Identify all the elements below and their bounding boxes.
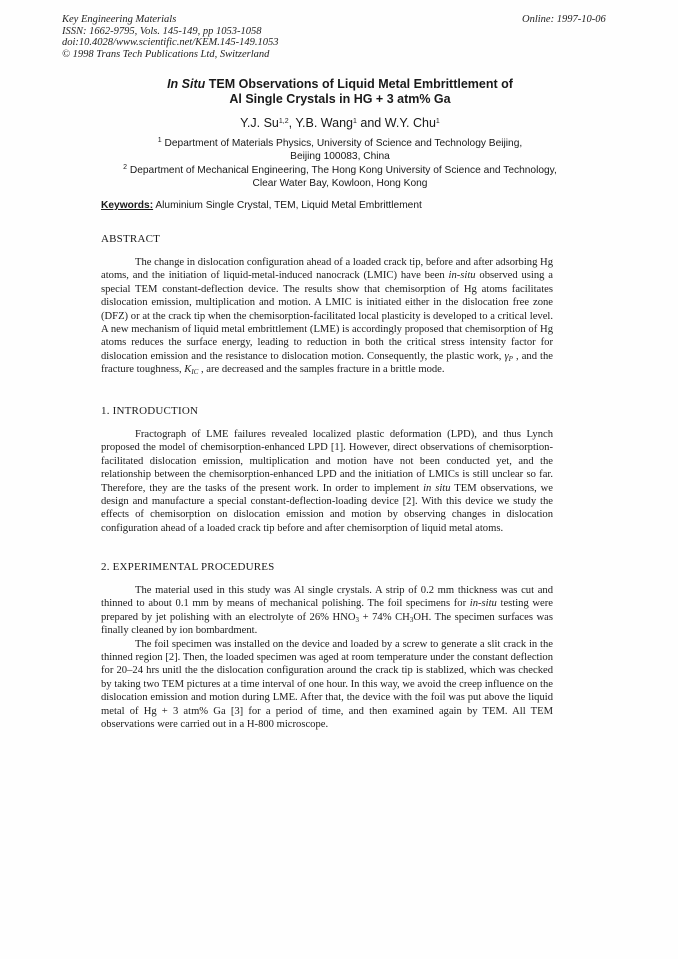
affiliation-2: [80, 165, 600, 190]
abstract-italic: in-situ: [448, 270, 476, 282]
exp-text-1: The material used in this study was Al single crystals. A strip of 0.2 mm thickness was cut and thinned to about 0.1 mm by means of mechanical polishing. The foil specimens for: [101, 585, 553, 610]
abstract-text-3: , and the fracture toughness,: [101, 350, 553, 376]
intro-italic: in situ: [423, 482, 451, 494]
journal-header: [62, 14, 279, 60]
gamma-symbol: γ: [504, 350, 509, 362]
journal-name: Key Engineering Materials: [62, 14, 177, 25]
exp-italic: in-situ: [469, 598, 497, 610]
affiliation-2-line1: Department of Mechanical Engineering, The Hong Kong University of Science and Technology,: [127, 165, 557, 176]
author-sep-2: and: [356, 116, 385, 130]
abstract-heading: ABSTRACT: [101, 233, 161, 245]
gamma-subscript: P: [508, 354, 513, 363]
intro-body: [101, 428, 553, 535]
intro-text-1: Fractograph of LME failures revealed localized plastic deformation (LPD), and thus Lynch proposed the model of chemisorption-enhanced LPD [1]. However, direct observations of chemisorption-facilitated dislocation emission, multiplication and motion have not been conducted yet, and the relationship between the chemisorption-enhanced LPD and the initiation of LMICs is still unclear so far. Therefore, they are the tasks of the present work. In order to implement: [101, 429, 553, 494]
affiliation-1-line2: Beijing 100083, China: [290, 150, 390, 162]
abstract-text-4: , are decreased and the samples fracture in a brittle mode.: [198, 364, 445, 376]
author-list: [90, 116, 590, 130]
exp-sub-2: 3: [409, 615, 414, 624]
title-line1: TEM Observations of Liquid Metal Embrittlement of: [205, 77, 513, 91]
online-date: Online: 1997-10-06: [522, 14, 606, 25]
keywords: [101, 200, 422, 211]
exp-text-4: OH. The specimen surfaces was finally cleaned by ion bombardment.: [101, 611, 553, 637]
exp-sub-1: 3: [355, 615, 359, 624]
affiliation-1-num: 1: [157, 137, 162, 144]
copyright-line: © 1998 Trans Tech Publications Ltd, Switzerland: [62, 48, 270, 60]
author-1-affil: 1,2: [278, 118, 289, 125]
affiliation-2-line2: Clear Water Bay, Kowloon, Hong Kong: [252, 177, 428, 189]
author-1: Y.J. Su: [240, 116, 279, 130]
keywords-text: Aluminium Single Crystal, TEM, Liquid Metal Embrittlement: [153, 200, 422, 211]
abstract-body: [101, 256, 553, 377]
author-3: W.Y. Chu: [384, 116, 436, 130]
paper-title: [90, 77, 590, 107]
exp-text-3: + 74% CH: [359, 611, 410, 623]
k-symbol: K: [184, 364, 192, 376]
intro-heading: 1. INTRODUCTION: [101, 405, 199, 417]
abstract-text-1: The change in dislocation configuration ahead of a loaded crack tip, before and after adsorbing Hg atoms, and the initiation of liquid-metal-induced nanocrack (LMIC) have been: [101, 257, 553, 282]
experimental-heading: 2. EXPERIMENTAL PROCEDURES: [101, 561, 275, 573]
author-2-affil: 1: [353, 118, 357, 125]
author-sep-1: ,: [288, 116, 296, 130]
title-line2: Al Single Crystals in HG + 3 atm% Ga: [229, 92, 451, 106]
author-2: Y.B. Wang: [295, 116, 354, 130]
k-subscript: IC: [191, 368, 199, 377]
keywords-label: Keywords:: [101, 200, 154, 211]
intro-text-2: TEM observations, we design and manufacture a special constant-deflection-loading device [2]. With this device we study the effects of chemisorption on dislocation emission and motion by observing changes in dislocation configuration ahead of a loaded crack tip before and after chemisorption of liquid metal atoms.: [101, 482, 554, 534]
affiliation-2-num: 2: [123, 164, 128, 171]
doi-link[interactable]: doi:10.4028/www.scientific.net/KEM.145-149.1053: [62, 37, 279, 48]
affiliation-1: [80, 138, 600, 163]
exp-text-2: testing were prepared by jet polishing with an electrolyte of 26% HNO: [101, 598, 553, 623]
author-3-affil: 1: [435, 118, 440, 125]
title-italic: In Situ: [167, 77, 206, 91]
experimental-body: [101, 584, 553, 731]
affiliation-1-line1: Department of Materials Physics, University of Science and Technology Beijing,: [161, 138, 523, 149]
issn-line: ISSN: 1662-9795, Vols. 145-149, pp 1053-1058: [62, 25, 262, 37]
abstract-text-2: observed using a special TEM constant-deflection device. The results show that chemisorption of Hg atoms facilitates dislocation emission, multiplication and motion. A LMIC is initiated either in the dislocation free zone (DFZ) or at the crack tip when the chemisorption-facilitated local plasticity is developed to a critical level. A new mechanism of liquid metal embrittlement (LME) is accordingly proposed that chemisorption of Hg atoms reduces the surface energy, leading to reduction in both the critical stress intensity factor for dislocation emission and the resistance to dislocation motion. Consequently, the plastic work,: [101, 270, 553, 362]
exp-paragraph-2: The foil specimen was installed on the device and loaded by a screw to generate a slit crack in the thinned region [2]. Then, the loaded specimen was aged at room temperature under the constant deflection for 20–24 hrs unitl the the dislocation configuration around the crack tip is stablized, which was checked by taking two TEM pictures at a time interval of one hour. In this way, we avoid the creep influence on the dislocation emission and motion during LME. After that, the device with the foil was put above the liquid metal of Hg + 3 atm% Ga [3] for a period of time, and then examined again by TEM. All TEM observations were carried out in a H-800 microscope.: [101, 638, 553, 731]
